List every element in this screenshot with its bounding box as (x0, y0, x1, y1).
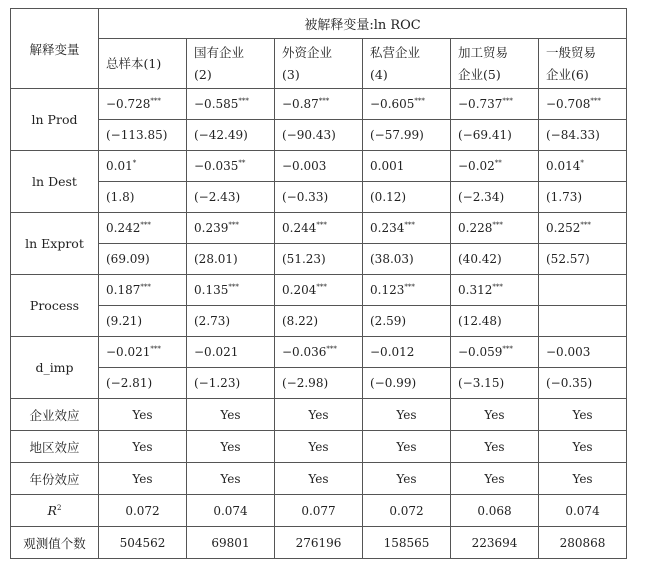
coef-value: −0.003 (546, 345, 591, 359)
significance-stars: *** (590, 97, 601, 105)
row-label-header: 解释变量 (11, 9, 99, 89)
obs-cell: 69801 (187, 527, 275, 559)
significance-stars: *** (404, 283, 415, 291)
effect-cell: Yes (99, 431, 187, 463)
coef-cell (99, 337, 187, 368)
effect-cell: Yes (451, 431, 539, 463)
t-stat-cell: (−1.23) (187, 368, 275, 399)
variable-name: Process (11, 275, 99, 337)
column-header (275, 39, 363, 89)
significance-stars: * (580, 159, 584, 167)
coef-row (11, 275, 627, 306)
coef-value: 0.001 (370, 159, 405, 173)
coef-row (11, 213, 627, 244)
coef-value: −0.021 (194, 345, 239, 359)
coef-value: −0.036 (282, 345, 327, 359)
column-header (539, 39, 627, 89)
table-header-row-1 (11, 9, 627, 39)
coef-cell (451, 151, 539, 182)
effect-cell: Yes (275, 399, 363, 431)
coef-cell (539, 275, 627, 306)
t-stat-cell (539, 306, 627, 337)
coef-value: −0.585 (194, 97, 239, 111)
coef-cell (363, 213, 451, 244)
column-header (187, 39, 275, 89)
coef-value: 0.228 (458, 221, 493, 235)
t-stat-cell: (8.22) (275, 306, 363, 337)
significance-stars: *** (318, 97, 330, 105)
r2-cell: 0.068 (451, 495, 539, 527)
dependent-variable-title: 被解释变量:ln ROC (99, 9, 627, 39)
coef-cell (539, 89, 627, 120)
coef-row (11, 151, 627, 182)
coef-cell (187, 275, 275, 306)
effect-cell: Yes (539, 431, 627, 463)
effect-row (11, 399, 627, 431)
significance-stars: *** (326, 345, 337, 353)
coef-value: −0.605 (370, 97, 415, 111)
t-stat-cell: (2.73) (187, 306, 275, 337)
column-header-line2: (4) (370, 66, 388, 82)
coef-value: −0.059 (458, 345, 503, 359)
coef-cell (363, 151, 451, 182)
t-stat-cell: (−0.99) (363, 368, 451, 399)
significance-stars: *** (140, 283, 151, 291)
coef-cell (275, 89, 363, 120)
coef-cell (99, 213, 187, 244)
r2-label (11, 495, 99, 527)
effect-cell: Yes (187, 431, 275, 463)
significance-stars: *** (150, 97, 161, 105)
t-stat-cell: (0.12) (363, 182, 451, 213)
column-header-line2: 企业(5) (458, 66, 501, 82)
obs-cell: 280868 (539, 527, 627, 559)
t-stat-cell: (−2.81) (99, 368, 187, 399)
coef-value: 0.01 (106, 159, 133, 173)
effect-cell: Yes (363, 463, 451, 495)
coef-value: 0.187 (106, 283, 141, 297)
coef-cell (275, 151, 363, 182)
t-stat-cell: (69.09) (99, 244, 187, 275)
column-header-line2: 企业(6) (546, 66, 589, 82)
significance-stars: ** (238, 159, 246, 167)
coef-value: 0.123 (370, 283, 405, 297)
significance-stars: *** (238, 97, 249, 105)
tstat-row (11, 306, 627, 337)
coef-value: −0.035 (194, 159, 239, 173)
effect-row (11, 431, 627, 463)
t-stat-cell: (28.01) (187, 244, 275, 275)
coef-cell (99, 89, 187, 120)
significance-stars: ** (494, 159, 502, 167)
t-stat-cell: (−42.49) (187, 120, 275, 151)
tstat-row (11, 244, 627, 275)
effect-cell: Yes (275, 431, 363, 463)
coef-value: 0.252 (546, 221, 581, 235)
coef-value: −0.012 (370, 345, 415, 359)
variable-name: ln Prod (11, 89, 99, 151)
coef-value: 0.312 (458, 283, 493, 297)
coef-row (11, 337, 627, 368)
t-stat-cell: (−69.41) (451, 120, 539, 151)
significance-stars: *** (502, 97, 513, 105)
coef-value: −0.728 (106, 97, 151, 111)
variable-name: ln Exprot (11, 213, 99, 275)
t-stat-cell: (40.42) (451, 244, 539, 275)
t-stat-cell: (−84.33) (539, 120, 627, 151)
t-stat-cell: (−0.33) (275, 182, 363, 213)
t-stat-cell: (−90.43) (275, 120, 363, 151)
r2-row (11, 495, 627, 527)
r2-symbol: R (47, 503, 57, 518)
table-header-row-2 (11, 39, 627, 89)
column-header-line1: 加工贸易 (458, 44, 509, 60)
coef-cell (187, 151, 275, 182)
tstat-row (11, 368, 627, 399)
significance-stars: *** (316, 221, 327, 229)
column-header (99, 39, 187, 89)
effect-name: 年份效应 (11, 463, 99, 495)
significance-stars: *** (492, 221, 503, 229)
r2-cell: 0.074 (539, 495, 627, 527)
coef-cell (451, 275, 539, 306)
coef-value: −0.003 (282, 159, 327, 173)
coef-value: −0.02 (458, 159, 495, 173)
obs-cell: 504562 (99, 527, 187, 559)
t-stat-cell: (−2.43) (187, 182, 275, 213)
effect-cell: Yes (187, 463, 275, 495)
obs-cell: 158565 (363, 527, 451, 559)
coef-cell (363, 275, 451, 306)
effect-name: 企业效应 (11, 399, 99, 431)
coef-cell (187, 89, 275, 120)
obs-row (11, 527, 627, 559)
coef-value: 0.244 (282, 221, 317, 235)
column-header-line2: (2) (194, 66, 212, 82)
coef-cell (187, 337, 275, 368)
t-stat-cell: (51.23) (275, 244, 363, 275)
obs-cell: 276196 (275, 527, 363, 559)
effect-cell: Yes (363, 431, 451, 463)
coef-value: 0.242 (106, 221, 141, 235)
coef-cell (451, 213, 539, 244)
significance-stars: *** (414, 97, 425, 105)
significance-stars: *** (150, 345, 161, 353)
column-header-line1: 国有企业 (194, 44, 245, 60)
r2-cell: 0.072 (99, 495, 187, 527)
coef-value: −0.708 (546, 97, 591, 111)
t-stat-cell: (2.59) (363, 306, 451, 337)
coef-cell (275, 337, 363, 368)
effect-cell: Yes (99, 399, 187, 431)
coef-value: −0.021 (106, 345, 151, 359)
coef-value: −0.87 (282, 97, 319, 111)
t-stat-cell: (−2.98) (275, 368, 363, 399)
variable-name: ln Dest (11, 151, 99, 213)
effect-cell: Yes (451, 463, 539, 495)
coef-cell (539, 337, 627, 368)
coef-cell (539, 151, 627, 182)
coef-cell (363, 89, 451, 120)
coef-cell (451, 89, 539, 120)
significance-stars: *** (228, 283, 239, 291)
r2-cell: 0.072 (363, 495, 451, 527)
coef-cell (187, 213, 275, 244)
significance-stars: *** (228, 221, 239, 229)
significance-stars: *** (580, 221, 591, 229)
r2-cell: 0.074 (187, 495, 275, 527)
t-stat-cell: (−57.99) (363, 120, 451, 151)
t-stat-cell: (9.21) (99, 306, 187, 337)
coef-cell (99, 275, 187, 306)
t-stat-cell: (52.57) (539, 244, 627, 275)
effect-cell: Yes (275, 463, 363, 495)
effect-cell: Yes (363, 399, 451, 431)
t-stat-cell: (−113.85) (99, 120, 187, 151)
t-stat-cell: (38.03) (363, 244, 451, 275)
regression-table (10, 8, 627, 559)
column-header-line1: 总样本(1) (106, 55, 162, 71)
coef-row (11, 89, 627, 120)
t-stat-cell: (−2.34) (451, 182, 539, 213)
effect-name: 地区效应 (11, 431, 99, 463)
effect-row (11, 463, 627, 495)
significance-stars: * (132, 159, 137, 167)
effect-cell: Yes (539, 463, 627, 495)
coef-cell (363, 337, 451, 368)
column-header-line1: 外资企业 (282, 44, 333, 60)
column-header-line2: (3) (282, 66, 300, 82)
coef-cell (99, 151, 187, 182)
obs-label: 观测值个数 (11, 527, 99, 559)
effect-cell: Yes (451, 399, 539, 431)
coef-value: 0.234 (370, 221, 405, 235)
significance-stars: *** (492, 283, 503, 291)
coef-value: 0.239 (194, 221, 229, 235)
tstat-row (11, 182, 627, 213)
significance-stars: *** (316, 283, 327, 291)
effect-cell: Yes (99, 463, 187, 495)
column-header (451, 39, 539, 89)
coef-cell (451, 337, 539, 368)
t-stat-cell: (−0.35) (539, 368, 627, 399)
coef-value: 0.135 (194, 283, 229, 297)
t-stat-cell: (1.8) (99, 182, 187, 213)
coef-value: −0.737 (458, 97, 503, 111)
effect-cell: Yes (187, 399, 275, 431)
coef-value: 0.204 (282, 283, 317, 297)
column-header-line1: 一般贸易 (546, 44, 597, 60)
variable-name: d_imp (11, 337, 99, 399)
effect-cell: Yes (539, 399, 627, 431)
r2-exponent: 2 (56, 503, 62, 512)
tstat-row (11, 120, 627, 151)
t-stat-cell: (−3.15) (451, 368, 539, 399)
significance-stars: *** (140, 221, 151, 229)
coef-value: 0.014 (546, 159, 581, 173)
t-stat-cell: (12.48) (451, 306, 539, 337)
coef-cell (275, 213, 363, 244)
r2-cell: 0.077 (275, 495, 363, 527)
column-header (363, 39, 451, 89)
coef-cell (539, 213, 627, 244)
significance-stars: *** (404, 221, 415, 229)
column-header-line1: 私营企业 (370, 44, 421, 60)
obs-cell: 223694 (451, 527, 539, 559)
coef-cell (275, 275, 363, 306)
t-stat-cell: (1.73) (539, 182, 627, 213)
significance-stars: *** (502, 345, 513, 353)
